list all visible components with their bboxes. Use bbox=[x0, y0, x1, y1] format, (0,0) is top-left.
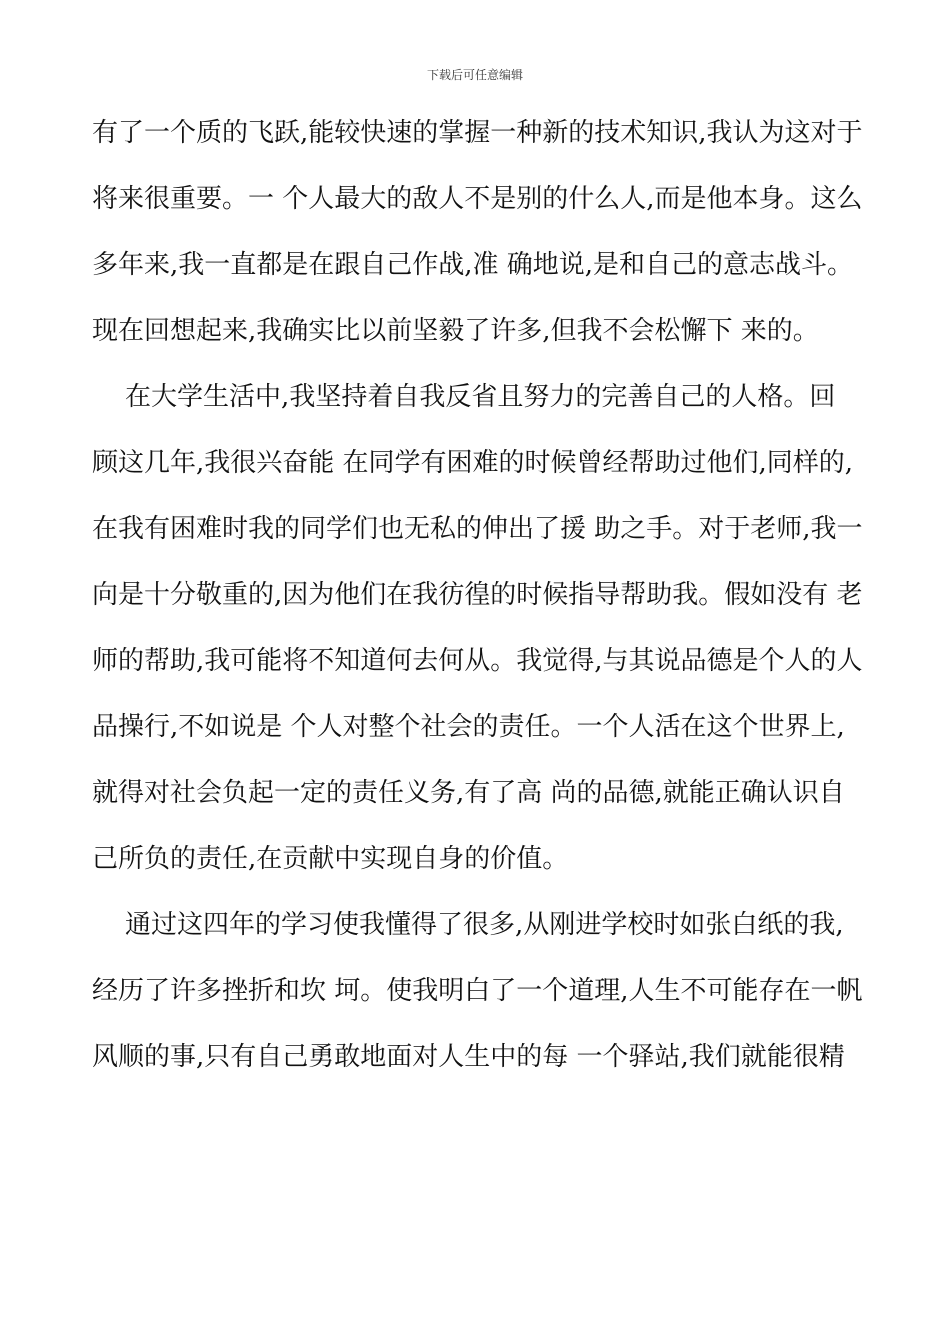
text-line: 有了一个质的飞跃,能较快速的掌握一种新的技术知识,我认为这对于 bbox=[92, 118, 863, 148]
text-line: 风顺的事,只有自己勇敢地面对人生中的每 一个驿站,我们就能很精 bbox=[92, 1042, 845, 1072]
text-line: 就得对社会负起一定的责任义务,有了高 尚的品德,就能正确认识自 bbox=[92, 778, 845, 808]
text-line: 通过这四年的学习使我懂得了很多,从刚进学校时如张白纸的我, bbox=[92, 910, 844, 940]
page-header: 下载后可任意编辑 bbox=[426, 68, 523, 82]
text-line: 向是十分敬重的,因为他们在我彷徨的时候指导帮助我。假如没有 老 bbox=[92, 580, 863, 610]
text-line: 在我有困难时我的同学们也无私的伸出了援 助之手。对于老师,我一 bbox=[92, 514, 863, 544]
text-line: 己所负的责任,在贡献中实现自身的价值。 bbox=[92, 844, 569, 874]
text-line: 师的帮助,我可能将不知道何去何从。我觉得,与其说品德是个人的人 bbox=[92, 646, 863, 676]
text-line: 顾这几年,我很兴奋能 在同学有困难的时候曾经帮助过他们,同样的, bbox=[92, 448, 854, 478]
text-line: 现在回想起来,我确实比以前坚毅了许多,但我不会松懈下 来的。 bbox=[92, 316, 819, 346]
document-body bbox=[92, 100, 862, 1090]
text-line: 品操行,不如说是 个人对整个社会的责任。一个人活在这个世界上, bbox=[92, 712, 845, 742]
text-line: 经历了许多挫折和坎 坷。使我明白了一个道理,人生不可能存在一帆 bbox=[92, 976, 863, 1006]
text-line: 将来很重要。一 个人最大的敌人不是别的什么人,而是他本身。这么 bbox=[92, 184, 863, 214]
text-line: 在大学生活中,我坚持着自我反省且努力的完善自己的人格。回 bbox=[92, 382, 836, 412]
text-line: 多年来,我一直都是在跟自己作战,准 确地说,是和自己的意志战斗。 bbox=[92, 250, 854, 280]
